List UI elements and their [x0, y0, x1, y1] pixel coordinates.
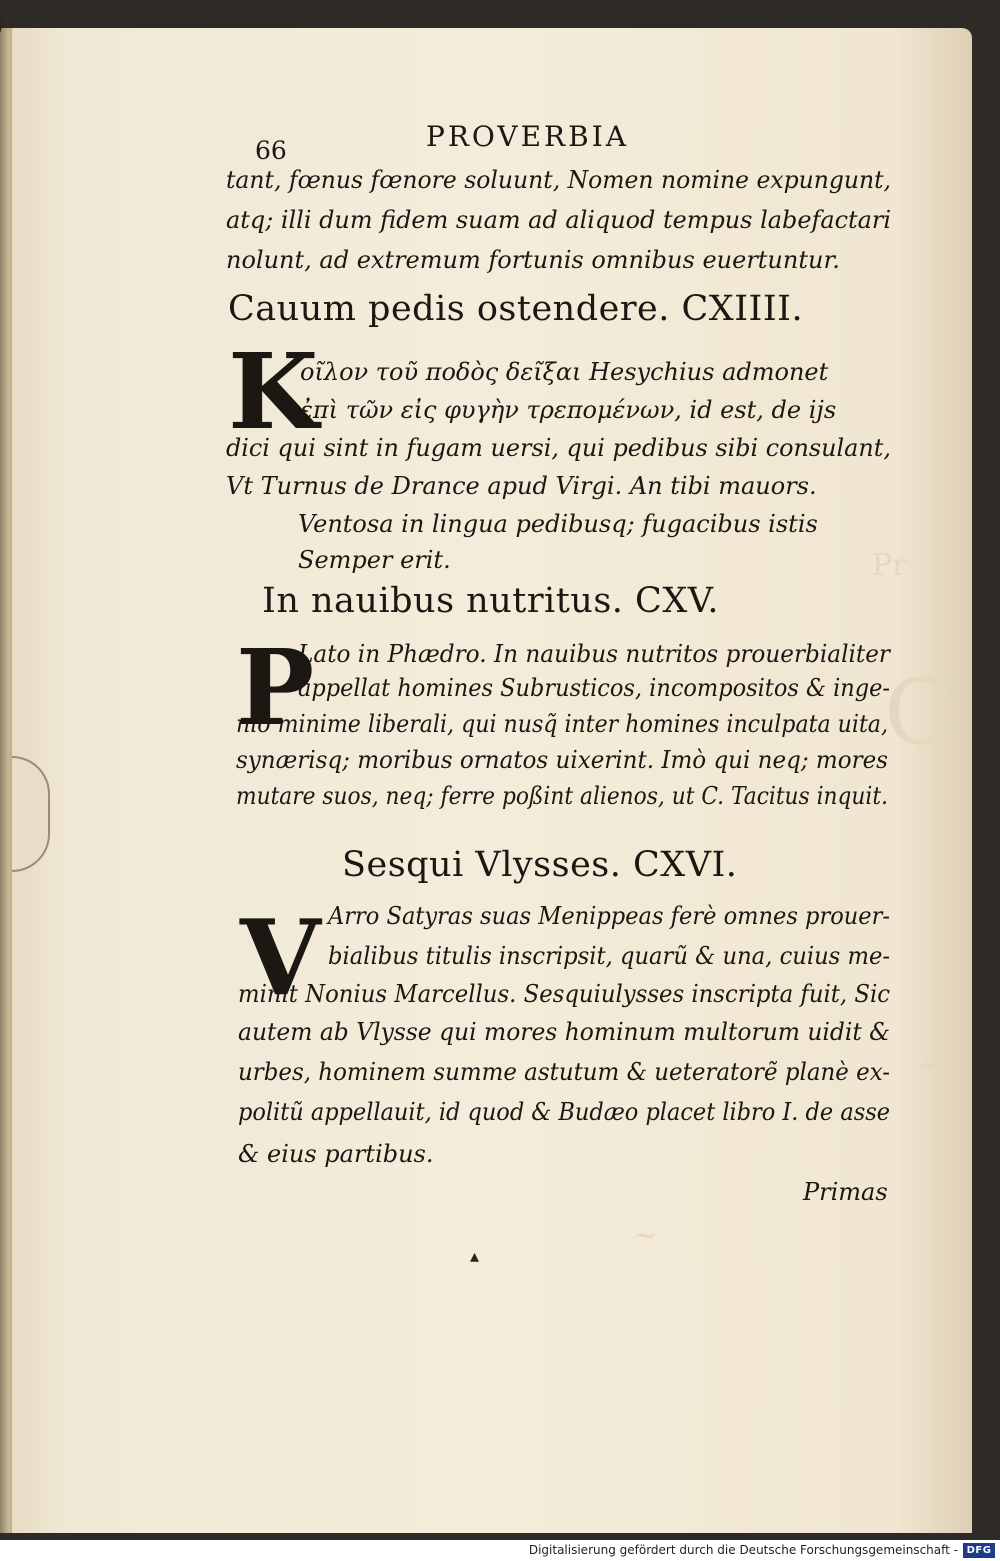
- text-line: mutare suos, neq; ferre poßint alienos, ut C. Tacitus inquit.: [236, 782, 888, 810]
- drop-cap: V: [240, 896, 321, 1019]
- text-line: minit Nonius Marcellus. Sesquiulysses inscripta fuit, Sic: [238, 980, 890, 1008]
- text-line: nolunt, ad extremum fortunis omnibus euertuntur.: [226, 246, 840, 274]
- show-through-text: ~: [917, 1048, 943, 1083]
- section-heading: In nauibus nutritus. CXV.: [262, 581, 720, 621]
- verse-line: Ventosa in lingua pedibusq; fugacibus istis: [298, 510, 818, 538]
- digitization-footer: [0, 1540, 1000, 1561]
- text-line: appellat homines Subrusticos, incompositos & inge-: [298, 674, 890, 702]
- text-line: dici qui sint in fugam uersi, qui pedibus sibi consulant,: [226, 434, 891, 462]
- text-line: synærisq; moribus ornatos uixerint. Imò qui neq; mores: [236, 746, 888, 774]
- section-heading: Sesqui Vlysses. CXVI.: [342, 845, 738, 885]
- text-line: Vt Turnus de Drance apud Virgi. An tibi mauors.: [226, 472, 817, 500]
- show-through-text: ~: [632, 1218, 658, 1253]
- show-through-text: C: [884, 660, 953, 765]
- running-head: PROVERBIA: [426, 120, 629, 153]
- verse-line: Semper erit.: [298, 546, 451, 574]
- ink-spot: ▴: [470, 1246, 480, 1267]
- show-through-text: Pr: [872, 548, 907, 583]
- text-line: urbes, hominem summe astutum & ueteratorẽ planè ex-: [238, 1058, 890, 1086]
- text-line: οῖλον τοῦ ποδὸς δεῖξαι Hesychius admonet: [300, 358, 829, 386]
- text-line: nio minime liberali, qui nusq̃ inter homines inculpata uita,: [236, 710, 888, 738]
- text-line: Arro Satyras suas Menippeas ferè omnes prouer-: [328, 902, 890, 930]
- text-line: ἐπὶ τῶν εἰς φυγὴν τρεπομένων, id est, de ijs: [300, 396, 837, 424]
- page-tab-marker: [12, 756, 50, 872]
- text-line: Lato in Phædro. In nauibus nutritos prouerbialiter: [298, 640, 890, 668]
- drop-cap: K: [228, 330, 319, 453]
- text-line: tant, fœnus fœnore soluunt, Nomen nomine expungunt,: [226, 166, 891, 194]
- text-line: atq; illi dum fidem suam ad aliquod tempus labefactari: [226, 206, 891, 234]
- catchword: Primas: [803, 1178, 888, 1206]
- drop-cap: P: [236, 626, 315, 749]
- text-line: autem ab Vlysse qui mores hominum multorum uidit &: [238, 1018, 890, 1046]
- text-line: bialibus titulis inscripsit, quarũ & una, cuius me-: [328, 942, 890, 970]
- section-heading: Cauum pedis ostendere. CXIIII.: [228, 289, 804, 329]
- page-number: 66: [255, 136, 287, 165]
- text-line: & eius partibus.: [238, 1140, 434, 1168]
- text-line: politũ appellauit, id quod & Budæo placet libro I. de asse: [238, 1098, 890, 1126]
- footer-credit: Digitalisierung gefördert durch die Deutsche Forschungsgemeinschaft -: [528, 1543, 958, 1557]
- dfg-logo-icon: DFG: [963, 1543, 995, 1558]
